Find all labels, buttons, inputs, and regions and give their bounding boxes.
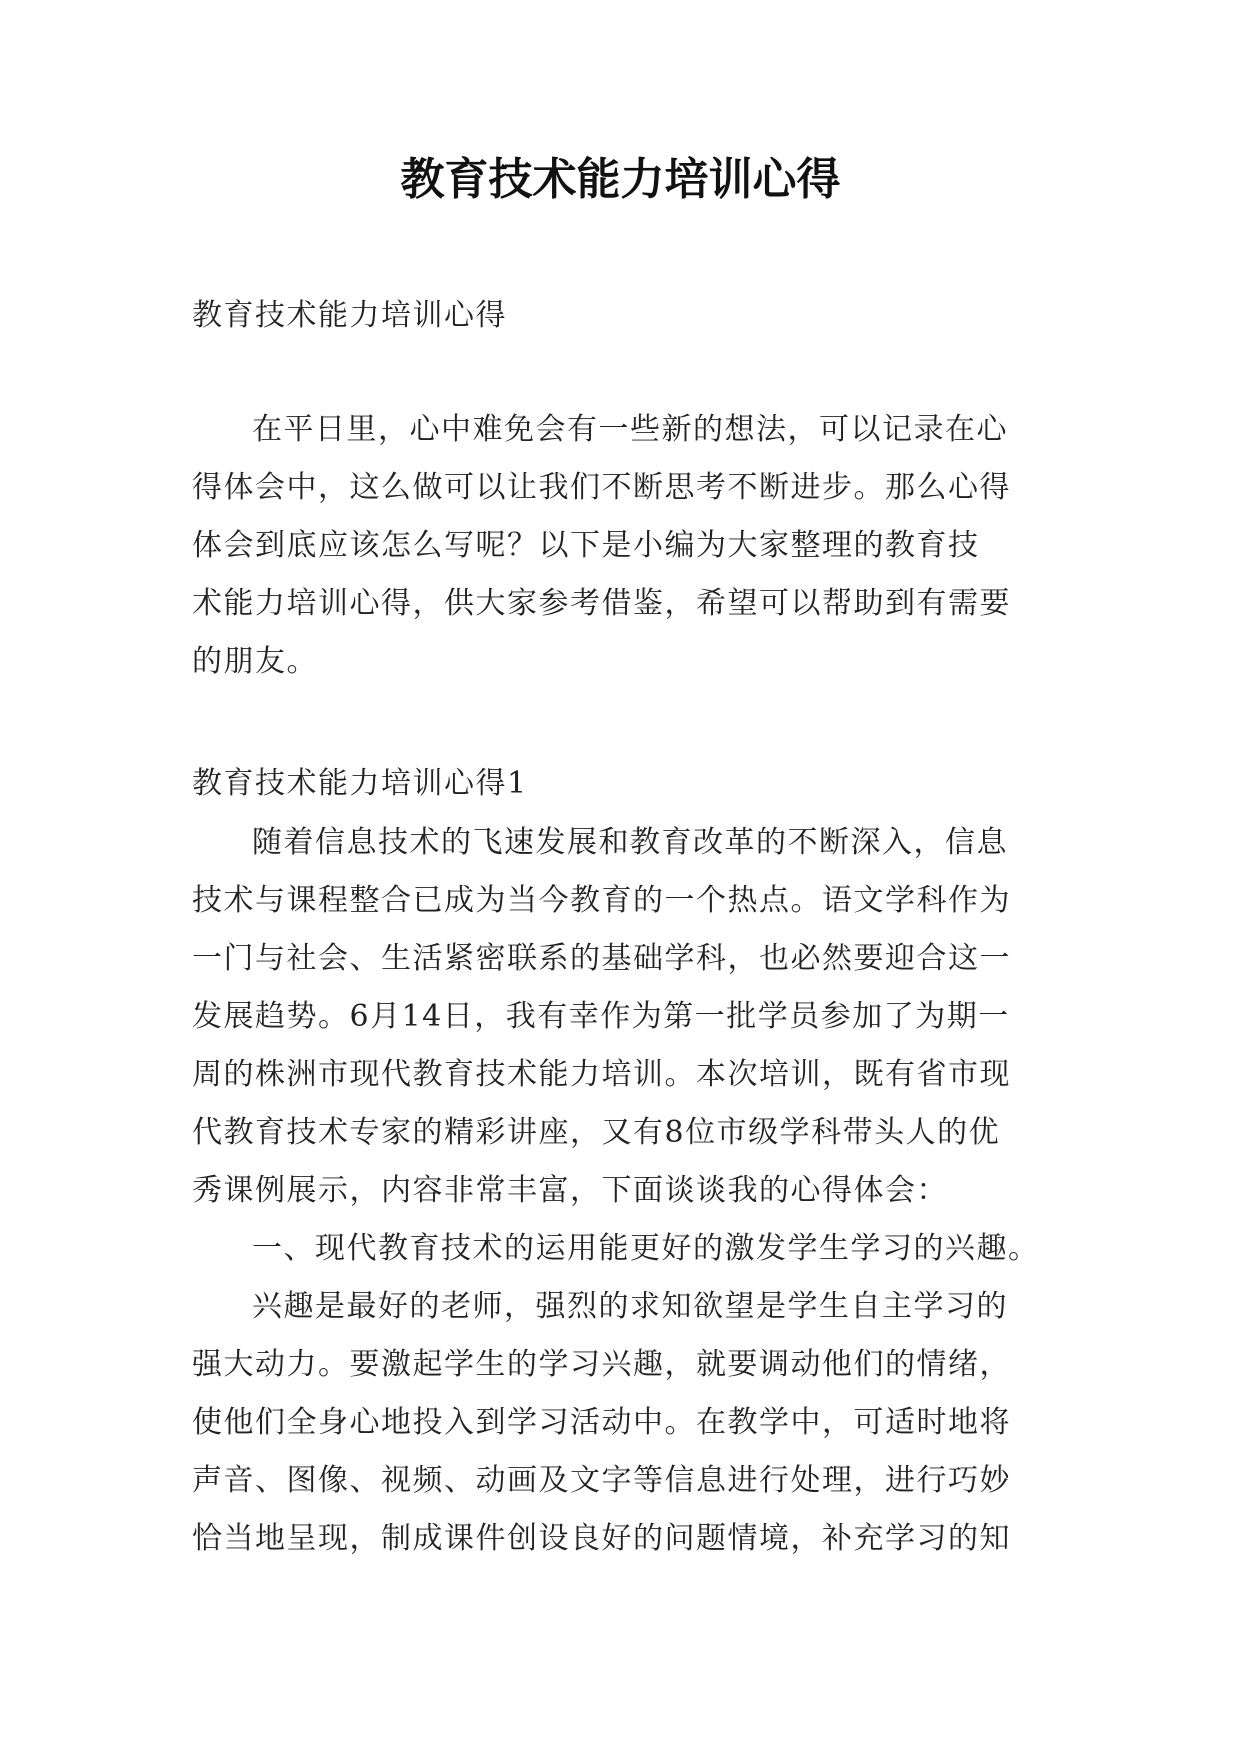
point-heading — [192, 1220, 1072, 1278]
text-line: 术能力培训心得，供大家参考借鉴，希望可以帮助到有需要 — [192, 586, 1011, 621]
section-heading: 教育技术能力培训心得1 — [192, 766, 528, 801]
body-paragraph — [192, 1278, 1072, 1568]
intro-text — [192, 401, 1072, 691]
text-line: 兴趣是最好的老师，强烈的求知欲望是学生自主学习的 — [252, 1289, 1008, 1324]
text-line: 体会到底应该怎么写呢？以下是小编为大家整理的教育技 — [192, 528, 980, 563]
text-line: 恰当地呈现，制成课件创设良好的问题情境，补充学习的知 — [192, 1521, 1011, 1556]
text-line: 代教育技术专家的精彩讲座，又有8位市级学科带头人的优 — [192, 1115, 1001, 1150]
text-line: 技术与课程整合已成为当今教育的一个热点。语文学科作为 — [192, 883, 1011, 918]
body-paragraph — [192, 814, 1072, 1220]
text-line: 周的株洲市现代教育技术能力培训。本次培训，既有省市现 — [192, 1057, 1011, 1092]
text-line: 秀课例展示，内容非常丰富，下面谈谈我的心得体会： — [192, 1173, 948, 1208]
text-line: 在平日里，心中难免会有一些新的想法，可以记录在心 — [252, 412, 1008, 447]
text-line: 发展趋势。6月14日，我有幸作为第一批学员参加了为期一 — [192, 999, 1010, 1034]
document-title: 教育技术能力培训心得 — [400, 154, 841, 205]
text-line: 一、现代教育技术的运用能更好的激发学生学习的兴趣。 — [252, 1231, 1040, 1266]
text-line: 得体会中，这么做可以让我们不断思考不断进步。那么心得 — [192, 470, 1011, 505]
section-body — [192, 814, 1072, 1568]
text-line: 的朋友。 — [192, 644, 318, 679]
text-line: 随着信息技术的飞速发展和教育改革的不断深入，信息 — [252, 825, 1008, 860]
intro-paragraph — [192, 401, 1072, 691]
text-line: 声音、图像、视频、动画及文字等信息进行处理，进行巧妙 — [192, 1463, 1011, 1498]
text-line: 使他们全身心地投入到学习活动中。在教学中，可适时地将 — [192, 1405, 1011, 1440]
text-line: 强大动力。要激起学生的学习兴趣，就要调动他们的情绪， — [192, 1347, 1011, 1382]
document-subtitle: 教育技术能力培训心得 — [192, 298, 507, 333]
text-line: 一门与社会、生活紧密联系的基础学科，也必然要迎合这一 — [192, 941, 1011, 976]
